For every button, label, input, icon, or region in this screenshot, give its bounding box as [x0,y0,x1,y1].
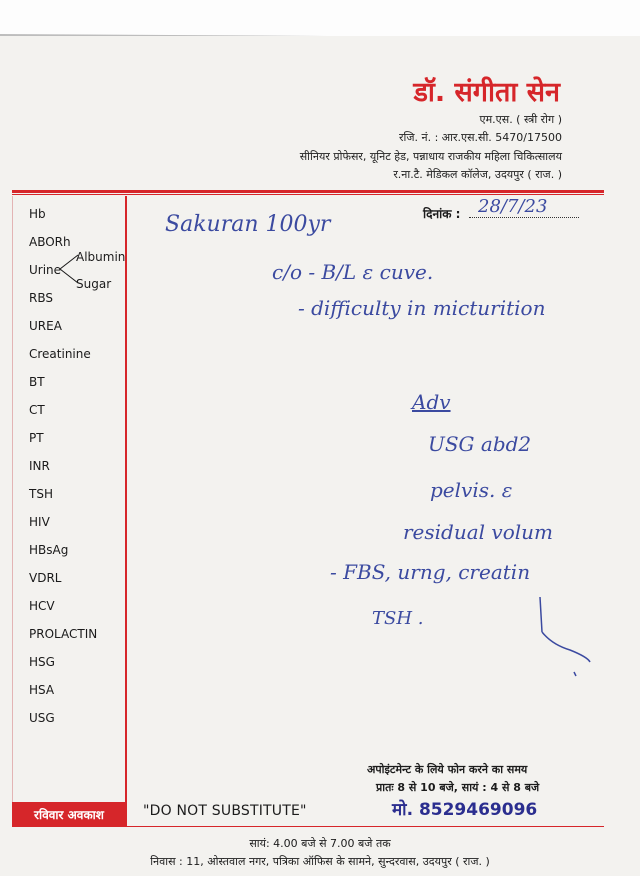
handwritten-difficulty: - difficulty in micturition [298,296,546,320]
urine-sub-albumin: Albumin [76,250,126,264]
appointment-times: प्रातः 8 से 10 बजे, सायं : 4 से 8 बजे [376,781,540,794]
test-item: CT [29,403,45,417]
appointment-title: अपोइंटमेन्ट के लिये फोन करने का समय [367,763,528,776]
handwritten-fbs: - FBS, urng, creatin [330,560,531,584]
handwritten-tsh: TSH . [372,608,424,629]
registration-number: रजि. नं. : आर.एस.सी. 5470/17500 [398,131,562,144]
test-item: VDRL [29,571,62,585]
footer-divider [12,826,604,827]
handwritten-residual: residual volum [403,520,553,544]
test-item: HSA [29,683,55,697]
doctor-position: सीनियर प्रोफेसर, यूनिट हेड, पन्नाधाय राजकीय महिला चिकित्सालय [299,150,562,163]
handwritten-patient: Sakuran 100yr [165,212,331,237]
header-divider [12,190,604,193]
test-item: INR [29,459,50,473]
sunday-holiday-badge: रविवार अवकाश [12,802,126,826]
handwritten-usg: USG abd2 [428,432,532,456]
header-divider-thin [12,194,604,195]
handwritten-date: 28/7/23 [478,196,548,217]
doctor-degree: एम.एस. ( स्त्री रोग ) [479,113,562,126]
date-dotted-line [469,217,579,218]
signature-scribble [530,592,600,682]
do-not-substitute: "DO NOT SUBSTITUTE" [143,803,307,819]
test-item: UREA [29,319,62,333]
test-item: Hb [29,207,46,221]
doctor-name: डॉ. संगीता सेन [413,77,560,108]
test-item: PT [29,431,44,445]
scan-top-margin [0,0,640,36]
test-item: BT [29,375,45,389]
test-item: HBsAg [29,543,69,557]
date-label: दिनांक : [423,207,461,221]
left-margin-line [12,196,13,826]
handwritten-pelvis: pelvis. ɛ [430,478,513,502]
test-item: USG [29,711,55,725]
handwritten-advice: Adv [412,390,451,414]
test-item: Creatinine [29,347,91,361]
test-item: HIV [29,515,50,529]
residence-address: निवास : 11, ओस्तवाल नगर, पत्रिका ऑफिस के सामने, सुन्दरवास, उदयपुर ( राज. ) [150,855,490,868]
test-item: TSH [29,487,53,501]
test-item: Urine [29,263,62,277]
college-name: र.ना.टै. मेडिकल कॉलेज, उदयपुर ( राज. ) [393,168,562,181]
handwritten-complaint: c/o - B/L ε cuve. [272,260,434,284]
tests-column-divider [125,196,127,826]
test-item: RBS [29,291,53,305]
test-item: HCV [29,599,55,613]
test-item: HSG [29,655,55,669]
test-item: ABORh [29,235,71,249]
phone-number: मो. 8529469096 [392,800,538,820]
test-item: PROLACTIN [29,627,98,641]
evening-hours: सायं: 4.00 बजे से 7.00 बजे तक [249,837,391,850]
urine-sub-sugar: Sugar [76,277,112,291]
